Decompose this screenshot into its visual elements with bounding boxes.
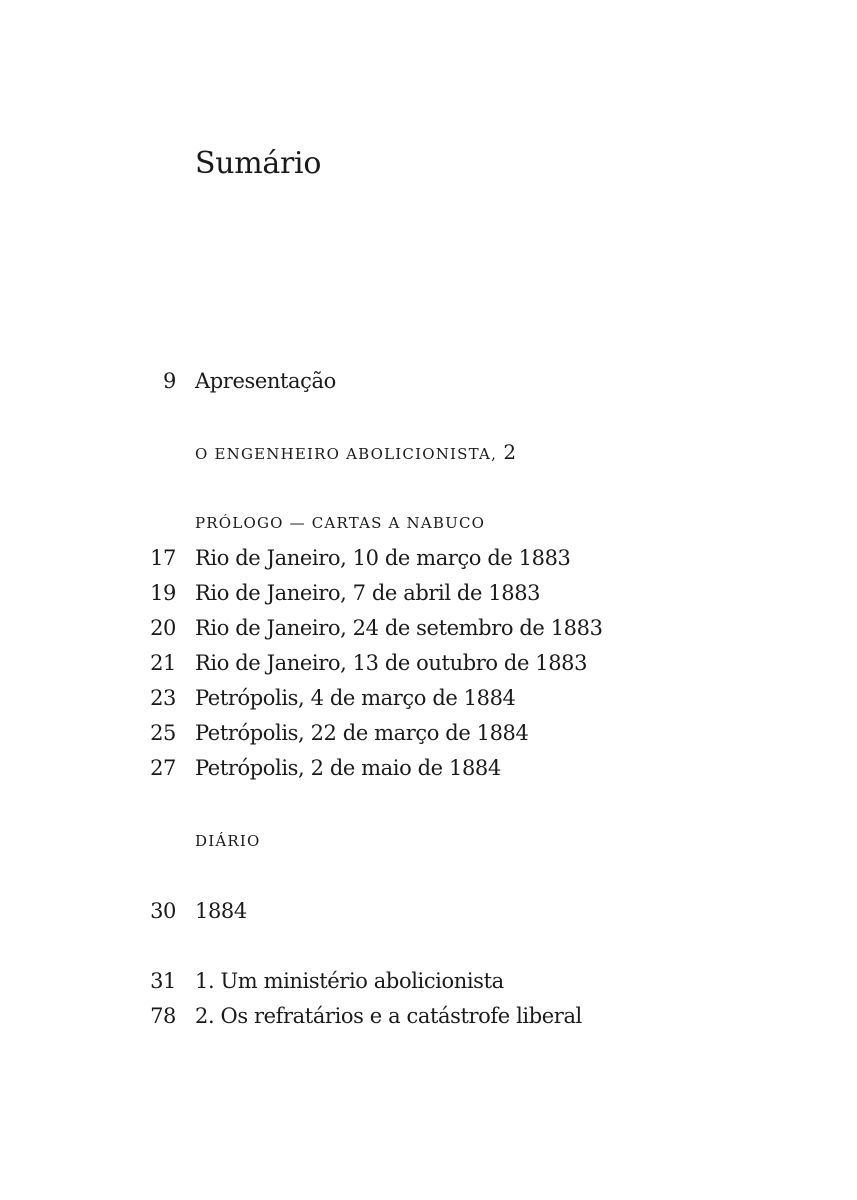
toc-entry-title: Rio de Janeiro, 7 de abril de 1883 [195,581,541,605]
page-title: Sumário [195,146,322,181]
toc-entry-apresentacao[interactable] [0,365,857,397]
toc-entry-title: Rio de Janeiro, 24 de setembro de 1883 [195,616,603,640]
toc-entry[interactable] [0,717,857,749]
toc-page-number: 17 [150,546,176,570]
toc-page-number: 21 [150,651,176,675]
toc-page-number: 20 [150,616,176,640]
section-heading-page: 2 [497,440,517,464]
toc-page-number: 9 [163,369,176,393]
section-heading-diario: DIÁRIO [195,832,261,850]
toc-entry-title: 1. Um ministério abolicionista [195,969,504,993]
toc-page-number: 25 [150,721,176,745]
toc-entry-title: Petrópolis, 2 de maio de 1884 [195,756,501,780]
toc-page-number: 19 [150,581,176,605]
toc-entry[interactable] [0,542,857,574]
toc-entry[interactable] [0,577,857,609]
toc-page-number: 78 [150,1004,176,1028]
toc-entry[interactable] [0,647,857,679]
toc-entry-year[interactable] [0,895,857,927]
toc-entry[interactable] [0,1000,857,1032]
toc-page-number: 30 [150,899,176,923]
toc-entry-title: Petrópolis, 4 de março de 1884 [195,686,516,710]
toc-entry[interactable] [0,752,857,784]
toc-page-number: 31 [150,969,176,993]
section-heading-engenheiro[interactable] [195,440,516,466]
toc-entry-title: Apresentação [195,369,336,393]
toc-page-number: 23 [150,686,176,710]
toc-entry[interactable] [0,965,857,997]
section-heading-prologo: PRÓLOGO — CARTAS A NABUCO [195,514,486,532]
toc-entry-title: 2. Os refratários e a catástrofe liberal [195,1004,582,1028]
toc-entry-title: Rio de Janeiro, 13 de outubro de 1883 [195,651,588,675]
toc-entry[interactable] [0,612,857,644]
toc-entry[interactable] [0,682,857,714]
toc-entry-title: 1884 [195,899,247,923]
toc-entry-title: Rio de Janeiro, 10 de março de 1883 [195,546,571,570]
toc-page-number: 27 [150,756,176,780]
toc-entry-title: Petrópolis, 22 de março de 1884 [195,721,529,745]
section-heading-label: O ENGENHEIRO ABOLICIONISTA, [195,445,498,463]
